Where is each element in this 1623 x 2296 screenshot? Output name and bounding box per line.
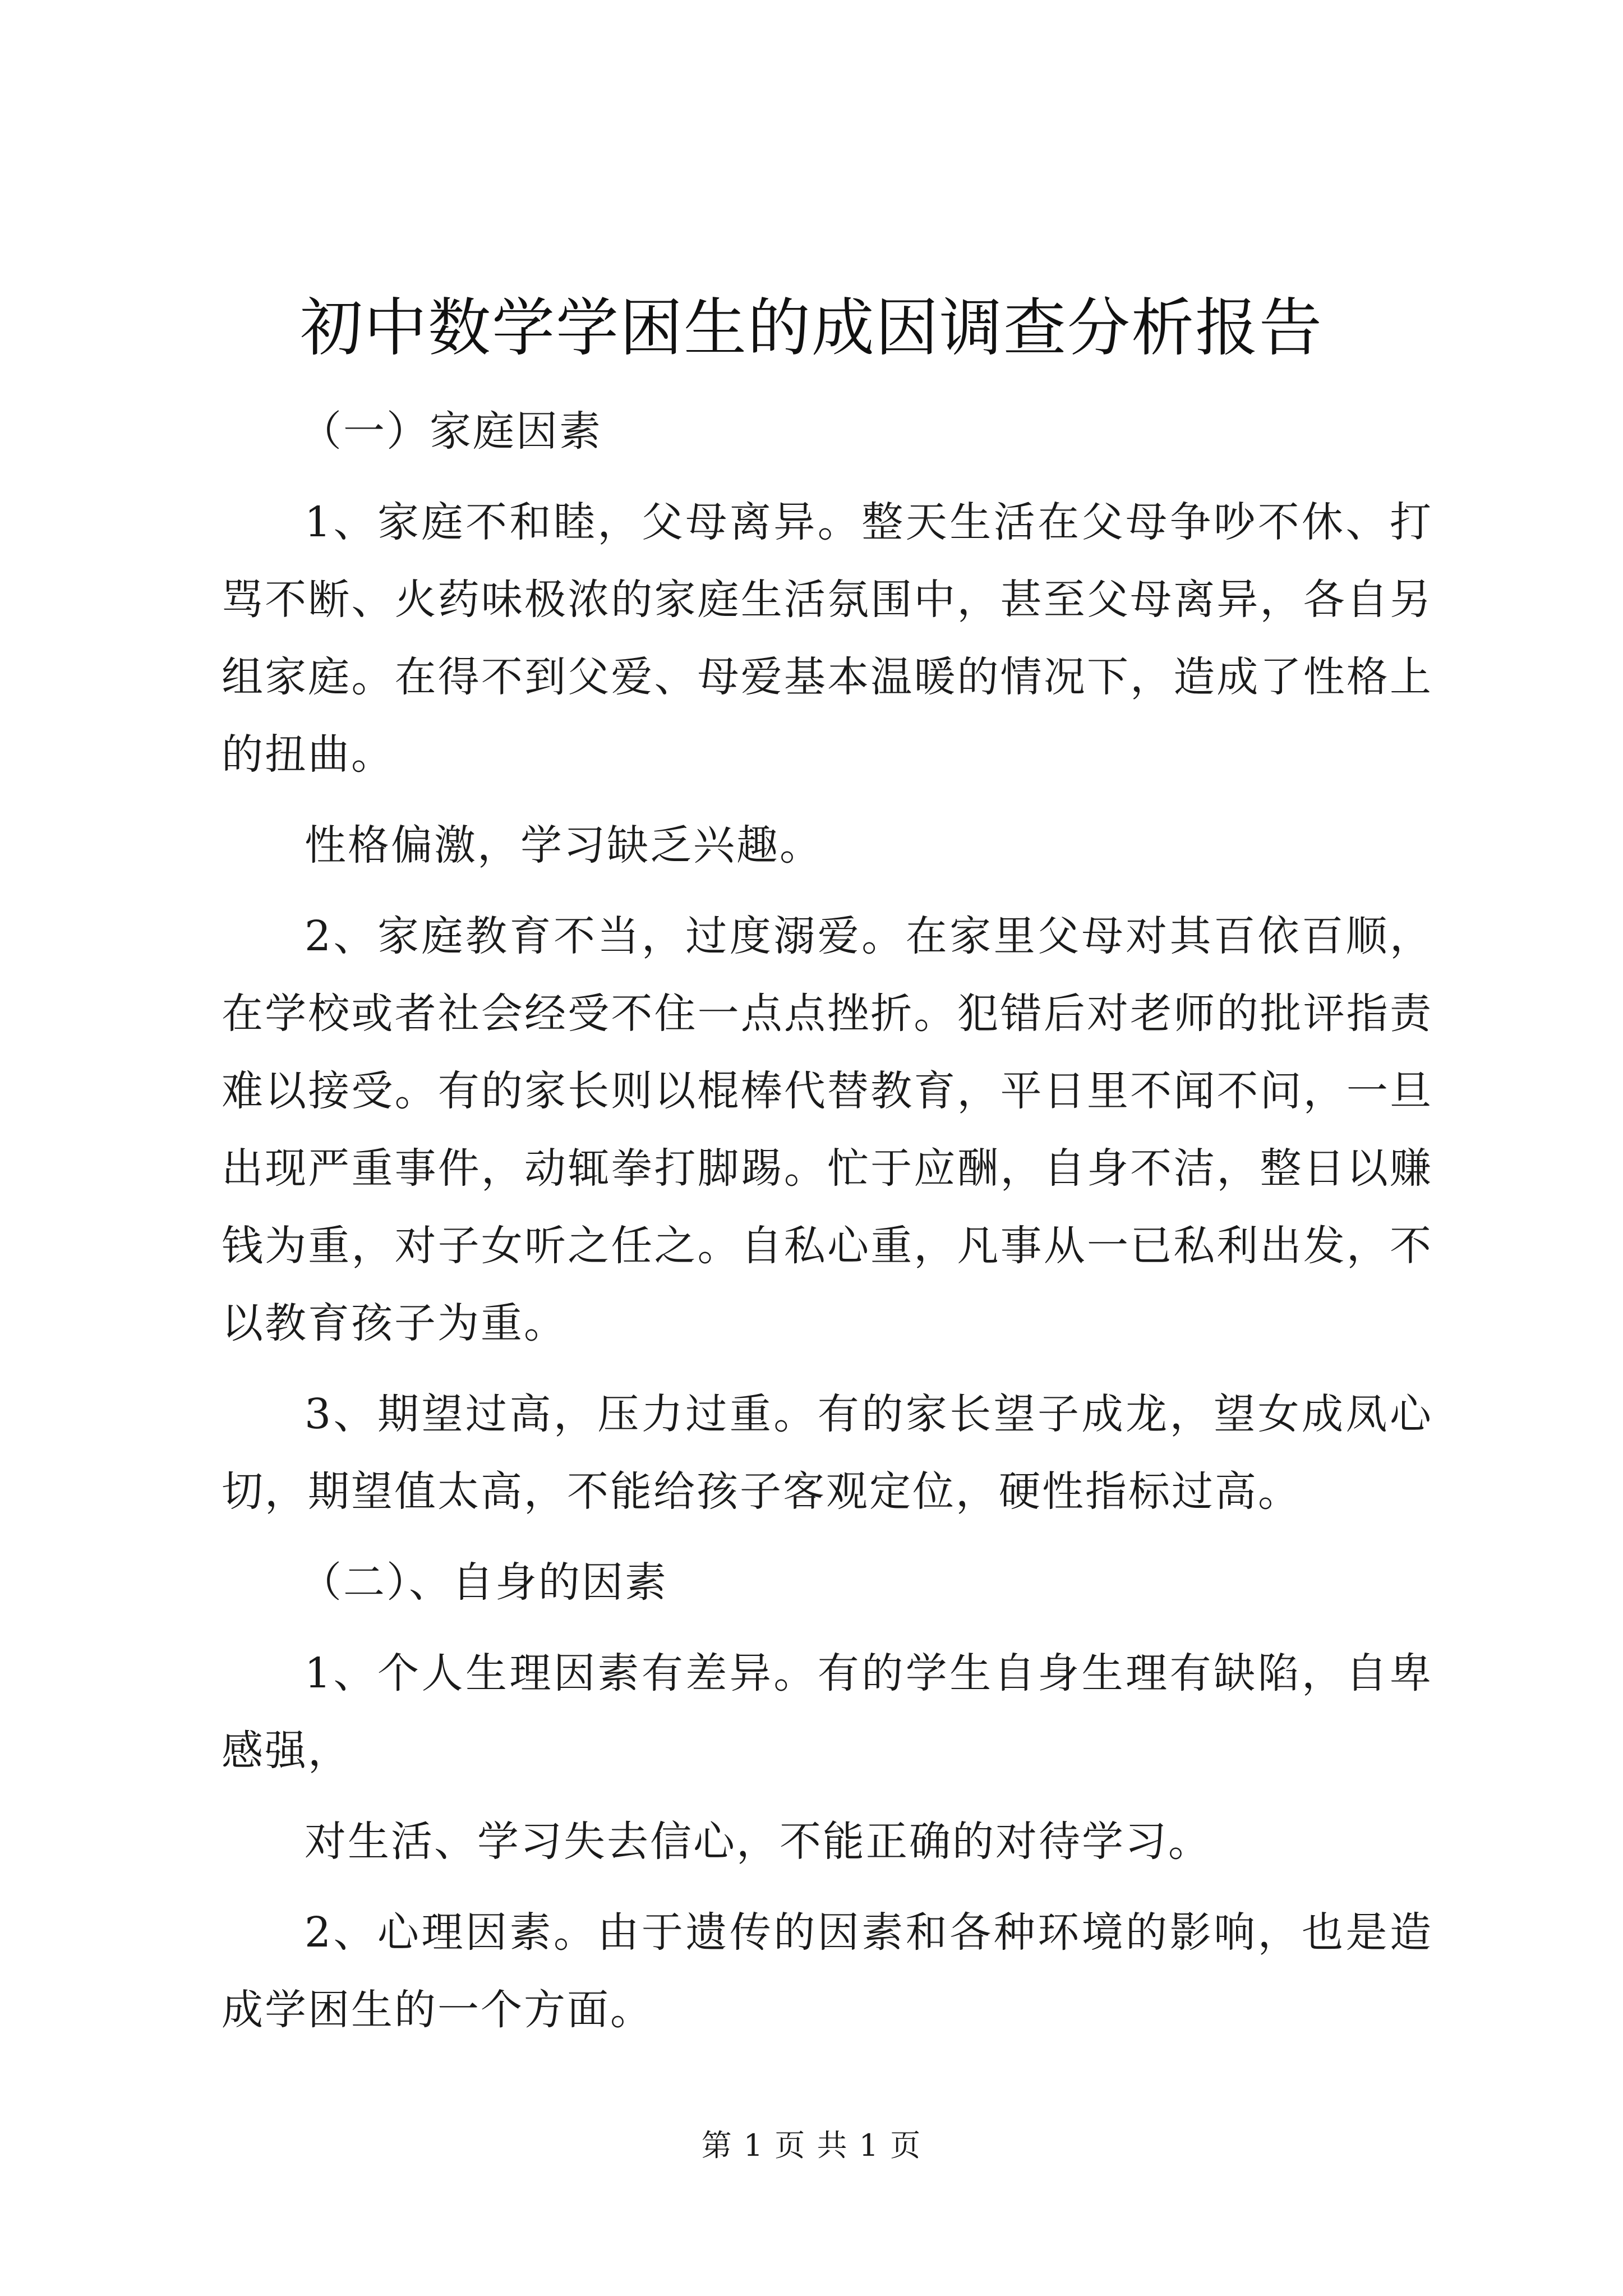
paragraph-physiological: 1、个人生理因素有差异。有的学生自身生理有缺陷，自卑感强，: [222, 1649, 1433, 1775]
page-title: 初中数学学困生的成因调查分析报告: [300, 292, 1323, 365]
section-heading-family: （一）家庭因素: [300, 407, 602, 455]
section-heading-self: （二）、自身的因素: [300, 1558, 668, 1607]
paragraph-psychological: 2、心理因素。由于遗传的因素和各种环境的影响，也是造成学困生的一个方面。: [222, 1908, 1433, 2034]
paragraph-family-discord: 1、家庭不和睦，父母离异。整天生活在父母争吵不休、打骂不断、火药味极浓的家庭生活氛围中，甚至父母离异，各自另组家庭。在得不到父爱、母爱基本温暖的情况下，造成了性格上的扭曲。: [222, 498, 1433, 779]
page-footer: 第 1 页 共 1 页: [701, 2128, 922, 2163]
paragraph-lost-confidence: 对生活、学习失去信心，不能正确的对待学习。: [305, 1818, 1211, 1866]
paragraph-improper-education: 2、家庭教育不当，过度溺爱。在家里父母对其百依百顺，在学校或者社会经受不住一点点挫折。犯错后对老师的批评指责难以接受。有的家长则以棍棒代替教育，平日里不闻不问，一旦出现严重事件，动辄拳打脚踢。忙于应酬，自身不洁，整日以赚钱为重，对子女听之任之。自私心重，凡事从一已私利出发，不以教育孩子为重。: [222, 912, 1433, 1347]
paragraph-high-expectations: 3、期望过高，压力过重。有的家长望子成龙，望女成凤心切，期望值太高，不能给孩子客观定位，硬性指标过高。: [222, 1390, 1433, 1516]
document-body: [222, 393, 1433, 2062]
paragraph-personality: 性格偏激，学习缺乏兴趣。: [305, 821, 823, 869]
